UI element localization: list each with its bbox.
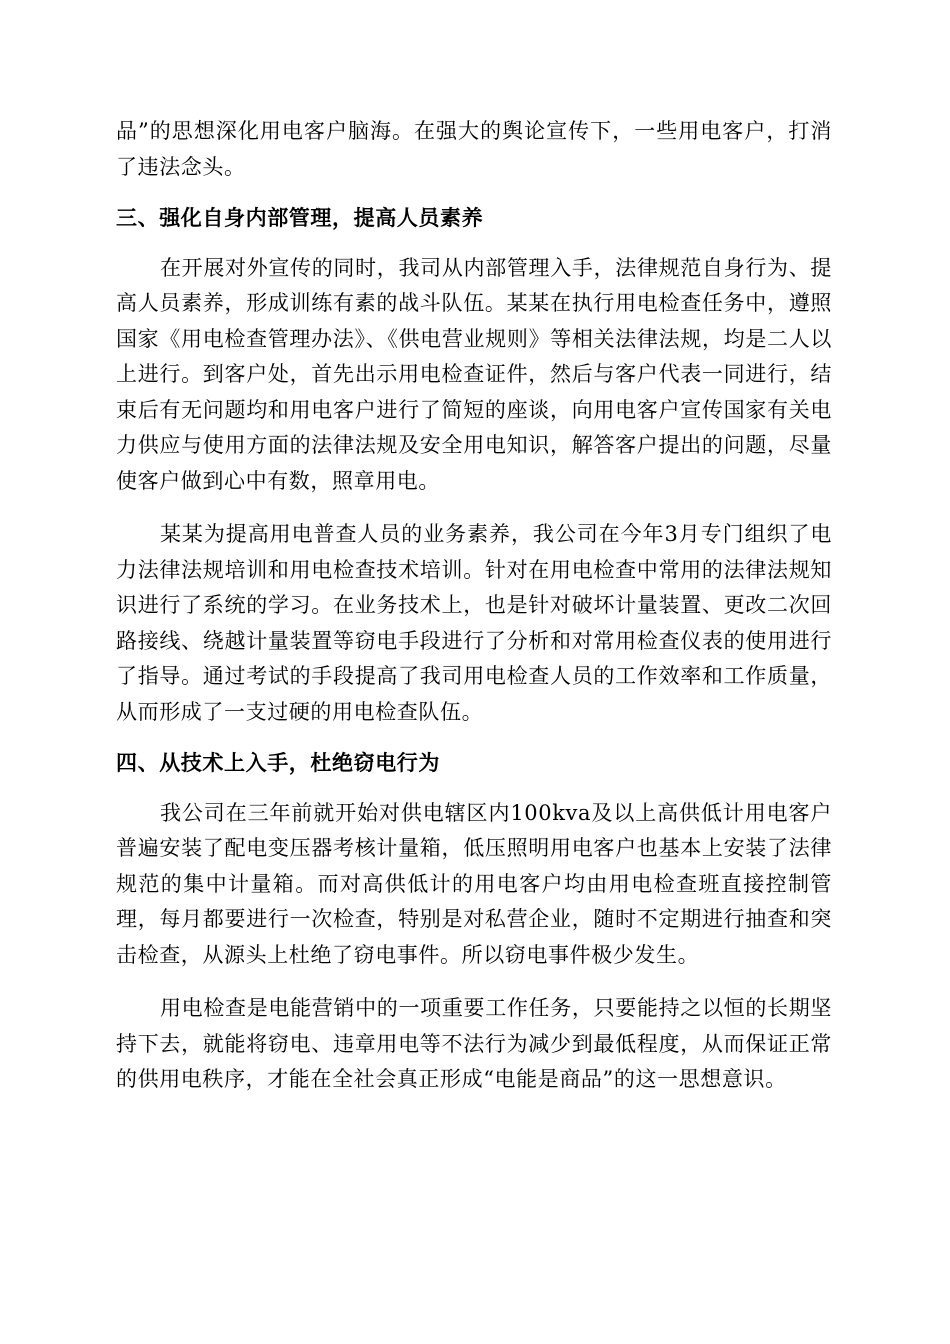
section-4-heading: 四、从技术上入手，杜绝窃电行为 (116, 751, 440, 775)
section-3-paragraph-2: 某某为提高用电普查人员的业务素养，我公司在今年3月专门组织了电力法律法规培训和用电检查技术培训。针对在用电检查中常用的法律法规知识进行了系统的学习。在业务技术上，也是针对破坏计量装置、更改二次回路接线、绕越计量装置等窃电手段进行了分析和对常用检查仪表的使用进行了指导。通过考试的手段提高了我司用电检查人员的工作效率和工作质量，从而形成了一支过硬的用电检查队伍。 (116, 522, 832, 724)
intro-paragraph-continuation: 品”的思想深化用电客户脑海。在强大的舆论宣传下，一些用电客户，打消了违法念头。 (116, 119, 832, 179)
section-3-heading: 三、强化自身内部管理，提高人员素养 (116, 206, 484, 230)
document-body (116, 114, 832, 1098)
section-4-paragraph-2: 用电检查是电能营销中的一项重要工作任务，只要能持之以恒的长期坚持下去，就能将窃电、违章用电等不法行为减少到最低程度，从而保证正常的供用电秩序，才能在全社会真正形成“电能是商品”的这一思想意识。 (116, 996, 832, 1091)
section-3-paragraph-1: 在开展对外宣传的同时，我司从内部管理入手，法律规范自身行为、提高人员素养，形成训练有素的战斗队伍。某某在执行用电检查任务中，遵照国家《用电检查管理办法》、《供电营业规则》等相关法律法规，均是二人以上进行。到客户处，首先出示用电检查证件，然后与客户代表一同进行，结束后有无问题均和用电客户进行了简短的座谈，向用电客户宣传国家有关电力供应与使用方面的法律法规及安全用电知识，解答客户提出的问题，尽量使客户做到心中有数，照章用电。 (116, 255, 832, 493)
section-4-paragraph-1: 我公司在三年前就开始对供电辖区内100kva及以上高供低计用电客户普遍安装了配电变压器考核计量箱，低压照明用电客户也基本上安装了法律规范的集中计量箱。而对高供低计的用电客户均由用电检查班直接控制管理，每月都要进行一次检查，特别是对私营企业，随时不定期进行抽查和突击检查，从源头上杜绝了窃电事件。所以窃电事件极少发生。 (116, 800, 832, 967)
